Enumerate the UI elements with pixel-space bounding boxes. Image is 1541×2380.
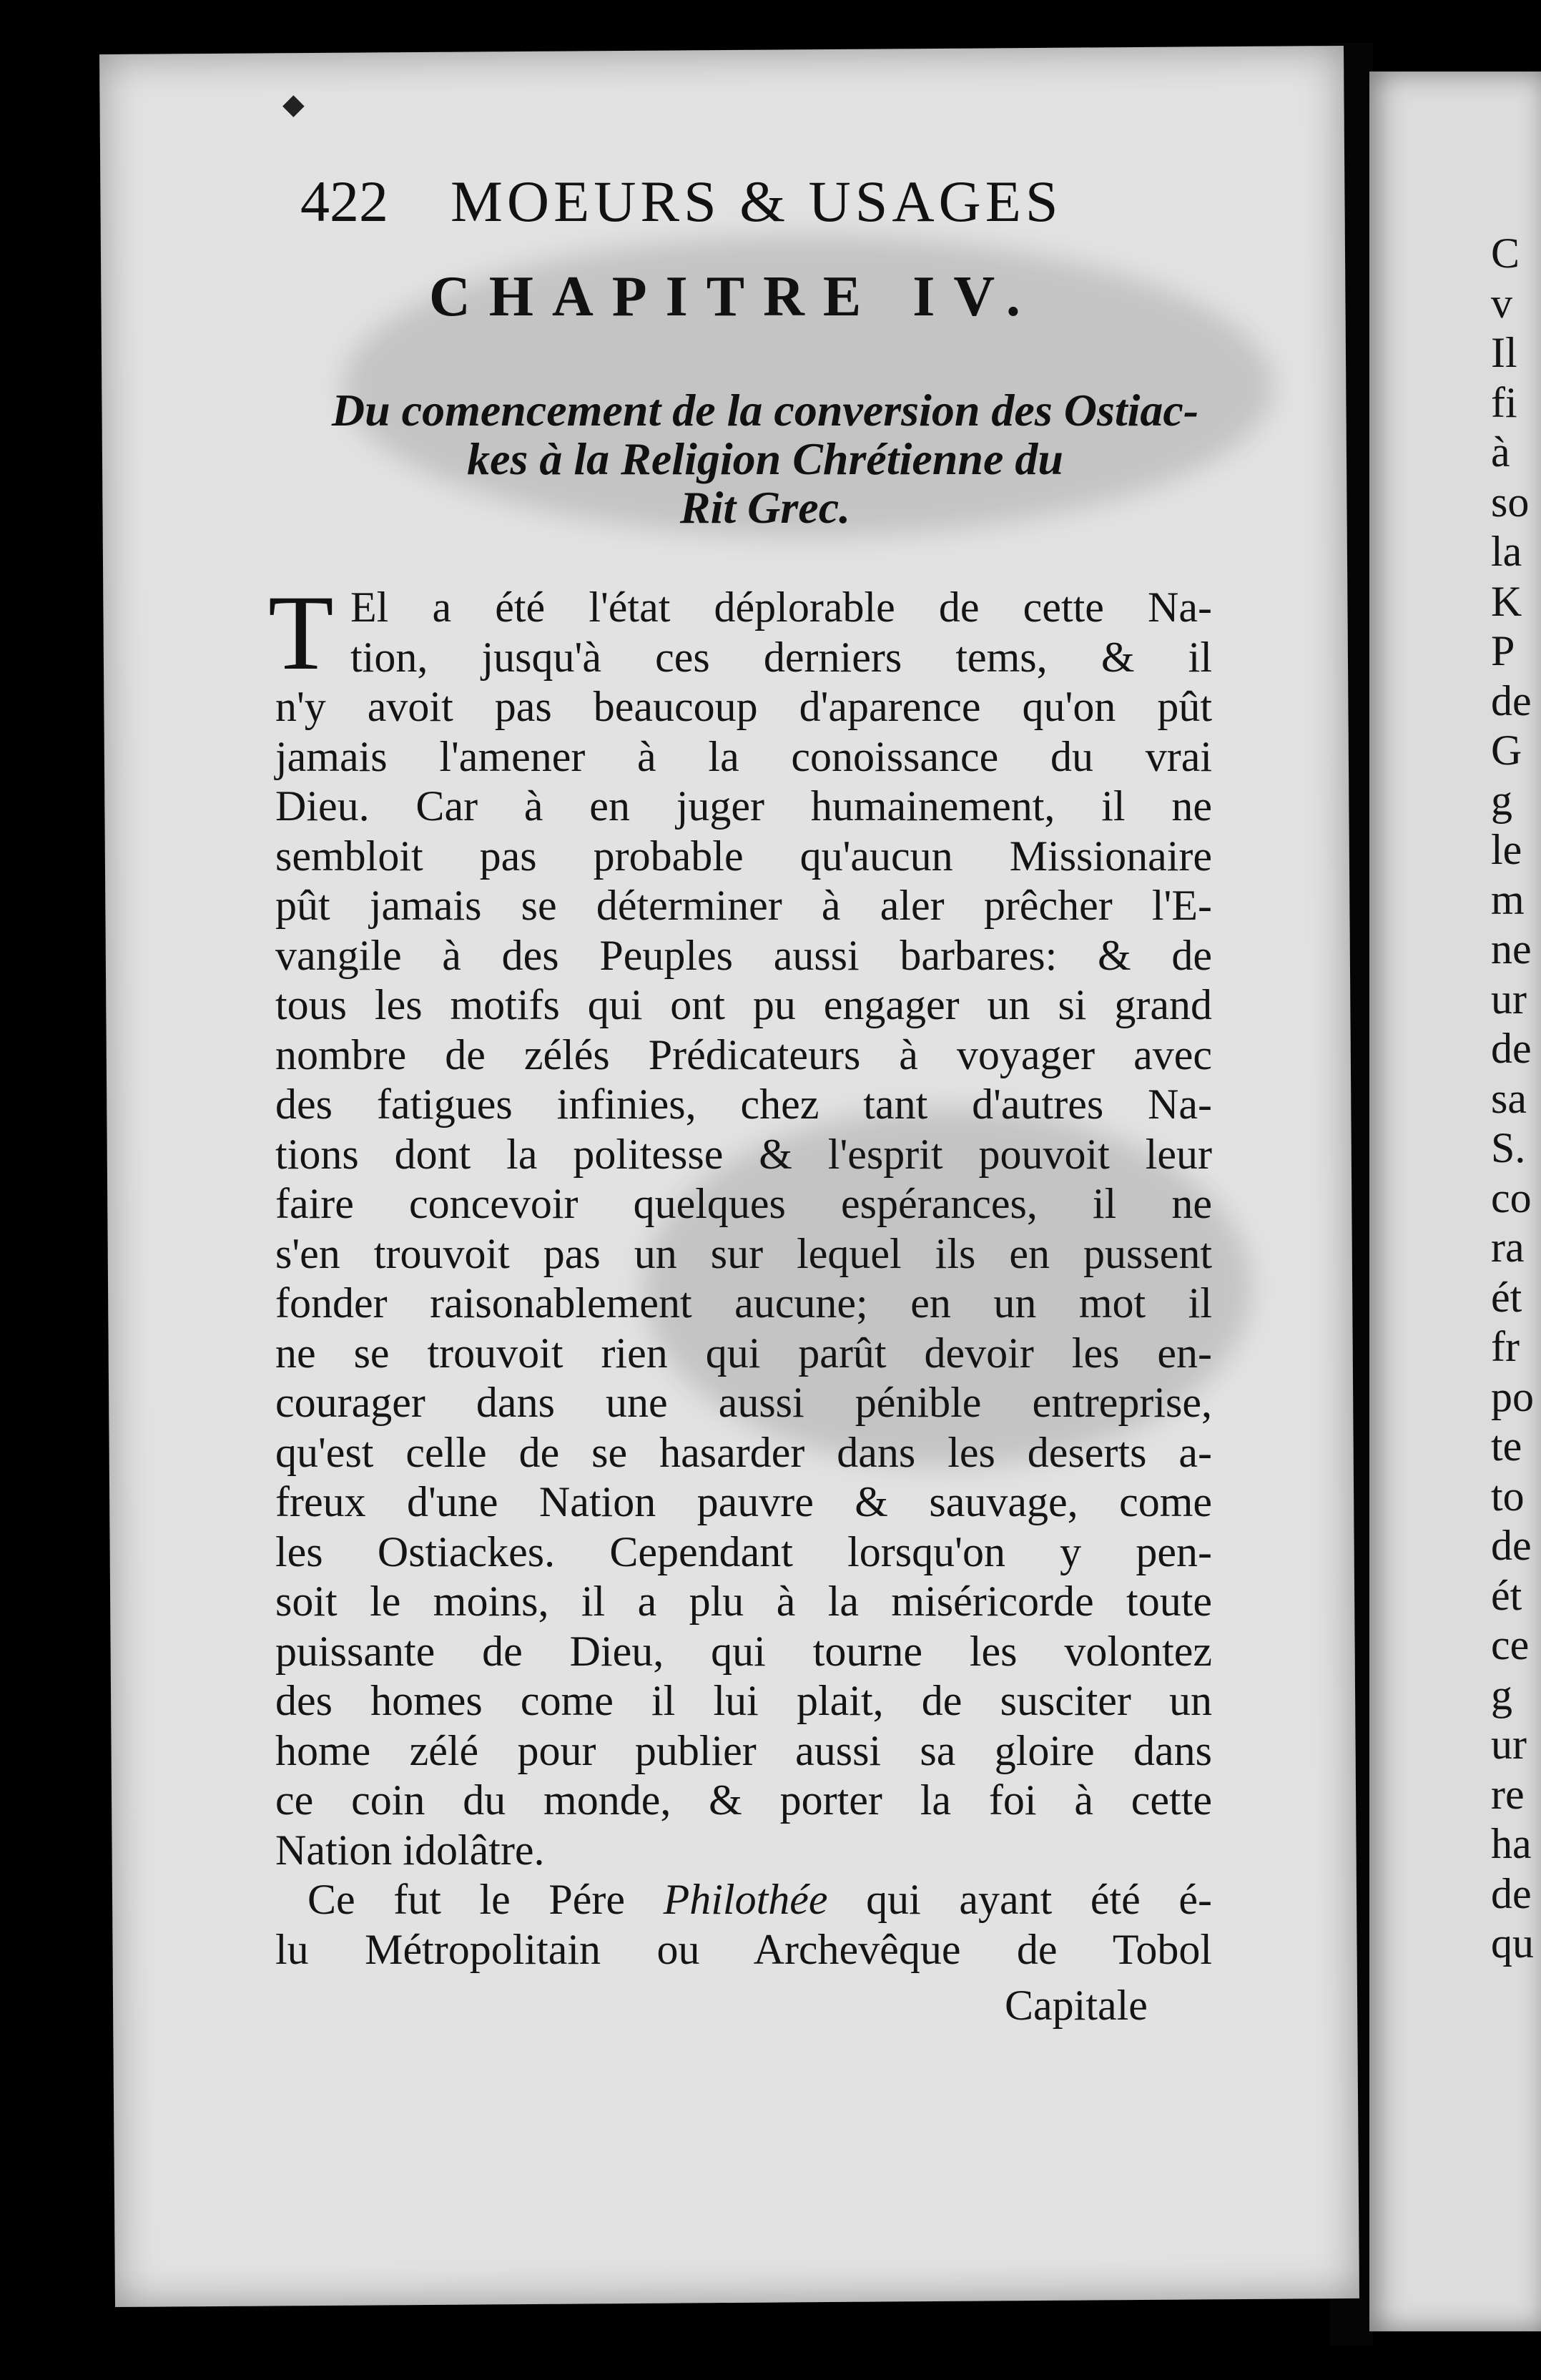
right-page-letter: Il (1491, 329, 1517, 376)
right-page-letter: ét (1491, 1571, 1522, 1619)
text-line: tion, jusqu'à ces derniers tems, & il (350, 633, 1212, 681)
text-line: ce coin du monde, & porter la foi à cette (275, 1776, 1212, 1824)
drop-cap: T (268, 574, 334, 692)
subtitle-line: Du comencement de la conversion des Ostiac- (331, 385, 1199, 436)
right-page-letter: S. (1491, 1124, 1526, 1171)
right-page-letter: P (1491, 627, 1515, 674)
text-line: des fatigues infinies, chez tant d'autres Na- (275, 1081, 1212, 1128)
text-line: faire concevoir quelques espérances, il ne (275, 1180, 1212, 1227)
right-page-letter: de (1491, 1869, 1532, 1917)
right-page-letter: fr (1491, 1323, 1520, 1370)
right-page-letter: sa (1491, 1074, 1527, 1122)
text-line: El a été l'état déplorable de cette Na- (350, 584, 1212, 631)
right-page-letter: de (1491, 1025, 1532, 1072)
right-page-letter: g (1491, 776, 1512, 824)
right-page-letter: à (1491, 428, 1510, 476)
right-page-letter: de (1491, 677, 1532, 724)
chapter-title: CHAPITRE IV. (429, 265, 1039, 328)
right-page-letter: v (1491, 279, 1512, 327)
right-page-letter: ha (1491, 1820, 1532, 1867)
right-page-letter: ur (1491, 1721, 1527, 1768)
page-header (300, 168, 1244, 240)
paragraph-2-line-2: lu Métropolitain ou Archevêque de Tobol (275, 1925, 1212, 1973)
right-page-letter: de (1491, 1522, 1532, 1569)
subtitle-line: kes à la Religion Chrétienne du (467, 433, 1063, 484)
chapter-subtitle (293, 386, 1237, 532)
right-page-letter: re (1491, 1770, 1525, 1818)
right-page-letter: g (1491, 1671, 1512, 1718)
name-philothee: Philothée (663, 1876, 828, 1923)
right-page-letter: te (1491, 1422, 1522, 1470)
text-span: Ce fut le Pére (307, 1876, 664, 1923)
paragraph-2-line-1 (275, 1875, 1212, 1925)
right-page-letter: la (1491, 528, 1522, 575)
text-line: jamais l'amener à la conoissance du vrai (275, 732, 1212, 780)
text-line: fonder raisonablement aucune; en un mot il (275, 1279, 1212, 1327)
right-page-letter: co (1491, 1174, 1532, 1221)
page-number: 422 (300, 169, 388, 234)
text-line: nombre de zélés Prédicateurs à voyager avec (275, 1031, 1212, 1078)
right-page-letter: ne (1491, 925, 1532, 973)
text-line: tous les motifs qui ont pu engager un si grand (275, 981, 1212, 1028)
right-page-letter: so (1491, 478, 1530, 526)
text-line: freux d'une Nation pauvre & sauvage, come (275, 1478, 1212, 1525)
right-page-letter: ra (1491, 1224, 1525, 1271)
text-line: courager dans une aussi pénible entreprise, (275, 1379, 1212, 1426)
right-page-letter: C (1491, 230, 1520, 277)
text-line: s'en trouvoit pas un sur lequel ils en pussent (275, 1229, 1212, 1277)
text-line: les Ostiackes. Cependant lorsqu'on y pen- (275, 1528, 1212, 1575)
running-title: MOEURS & USAGES (451, 169, 1063, 234)
right-page-letter: K (1491, 577, 1522, 625)
text-span: qui ayant été é- (827, 1876, 1212, 1923)
text-line: home zélé pour publier aussi sa gloire dans (275, 1726, 1212, 1774)
right-page-letter: m (1491, 875, 1525, 923)
right-page-letter: to (1491, 1472, 1525, 1520)
text-line: puissante de Dieu, qui tourne les volontez (275, 1627, 1212, 1675)
right-page-letter: po (1491, 1372, 1534, 1420)
text-line: sembloit pas probable qu'aucun Missionaire (275, 832, 1212, 880)
margin-mark: ◆ (282, 88, 305, 120)
right-page-letter: ur (1491, 975, 1527, 1023)
text-line: pût jamais se déterminer à aler prêcher l'E- (275, 882, 1212, 929)
right-page-letter: fi (1491, 378, 1517, 426)
text-line: Nation idolâtre. (275, 1826, 545, 1874)
body-text (268, 574, 1212, 1975)
right-page-letter: le (1491, 826, 1522, 873)
right-page-letter: ét (1491, 1273, 1522, 1321)
text-line: vangile à des Peuples aussi barbares: & de (275, 931, 1212, 979)
right-page-letter: qu (1491, 1919, 1534, 1967)
right-page-letter: ce (1491, 1621, 1530, 1668)
text-line: des homes come il lui plait, de susciter un (275, 1677, 1212, 1724)
right-page-letter: G (1491, 727, 1522, 774)
subtitle-line: Rit Grec. (679, 482, 851, 533)
text-line: qu'est celle de se hasarder dans les deserts a- (275, 1428, 1212, 1476)
text-line: n'y avoit pas beaucoup d'aparence qu'on pût (275, 683, 1212, 730)
text-line: soit le moins, il a plu à la miséricorde toute (275, 1578, 1212, 1625)
right-page-text (1491, 229, 1534, 1969)
text-line: Dieu. Car à en juger humainement, il ne (275, 782, 1212, 830)
catchword: Capitale (1005, 1982, 1148, 2029)
text-line: ne se trouvoit rien qui parût devoir les en- (275, 1329, 1212, 1377)
text-line: tions dont la politesse & l'esprit pouvoit leur (275, 1130, 1212, 1178)
